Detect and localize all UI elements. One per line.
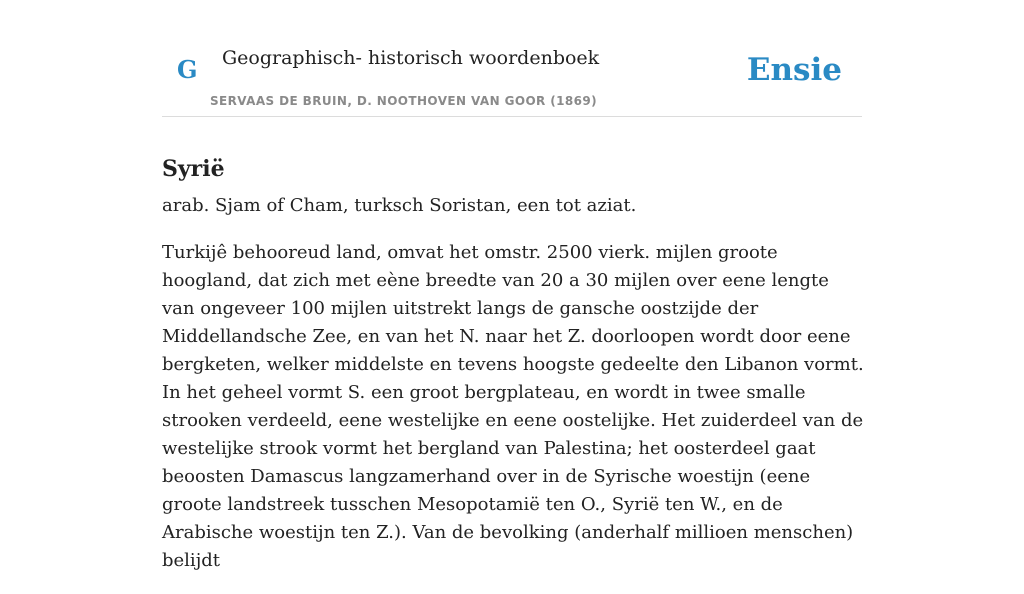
entry-paragraph: arab. Sjam of Cham, turksch Soristan, een tot aziat. <box>162 195 637 216</box>
entry-paragraph: Turkijê behooreud land, omvat het omstr. 2500 vierk. mijlen groote hoogland, dat zich met eène breedte van 20 a 30 mijlen over eene lengte van ongeveer 100 mijlen uitstrekt langs de gansche oostzijde der Middellandsche Zee, en van het N. naar het Z. doorloopen wordt door eene bergketen, welker middelste en tevens hoogste gedeelte den Libanon vormt. In het geheel vormt S. een groot bergplateau, en wordt in twee smalle strooken verdeeld, eene westelijke en eene oostelijke. Het zuiderdeel van de westelijke strook vormt het bergland van Palestina; het oosterdeel gaat beoosten Damascus langzamerhand over in de Syrische woestijn (eene groote landstreek tusschen Mesopotamië ten O., Syrië ten W., en de Arabische woestijn ten Z.). Van de bevolking (anderhalf millioen menschen) belijdt <box>162 242 864 571</box>
entry-title: Syrië <box>162 155 225 182</box>
brand-logo[interactable]: Ensie <box>746 52 842 88</box>
book-authors: SERVAAS DE BRUIN, D. NOOTHOVEN VAN GOOR (1869) <box>210 94 598 108</box>
book-title[interactable]: Geographisch- historisch woordenboek <box>222 47 600 69</box>
book-logo-icon[interactable]: G <box>177 55 198 84</box>
site-header <box>162 0 862 117</box>
entry-body <box>162 192 867 594</box>
